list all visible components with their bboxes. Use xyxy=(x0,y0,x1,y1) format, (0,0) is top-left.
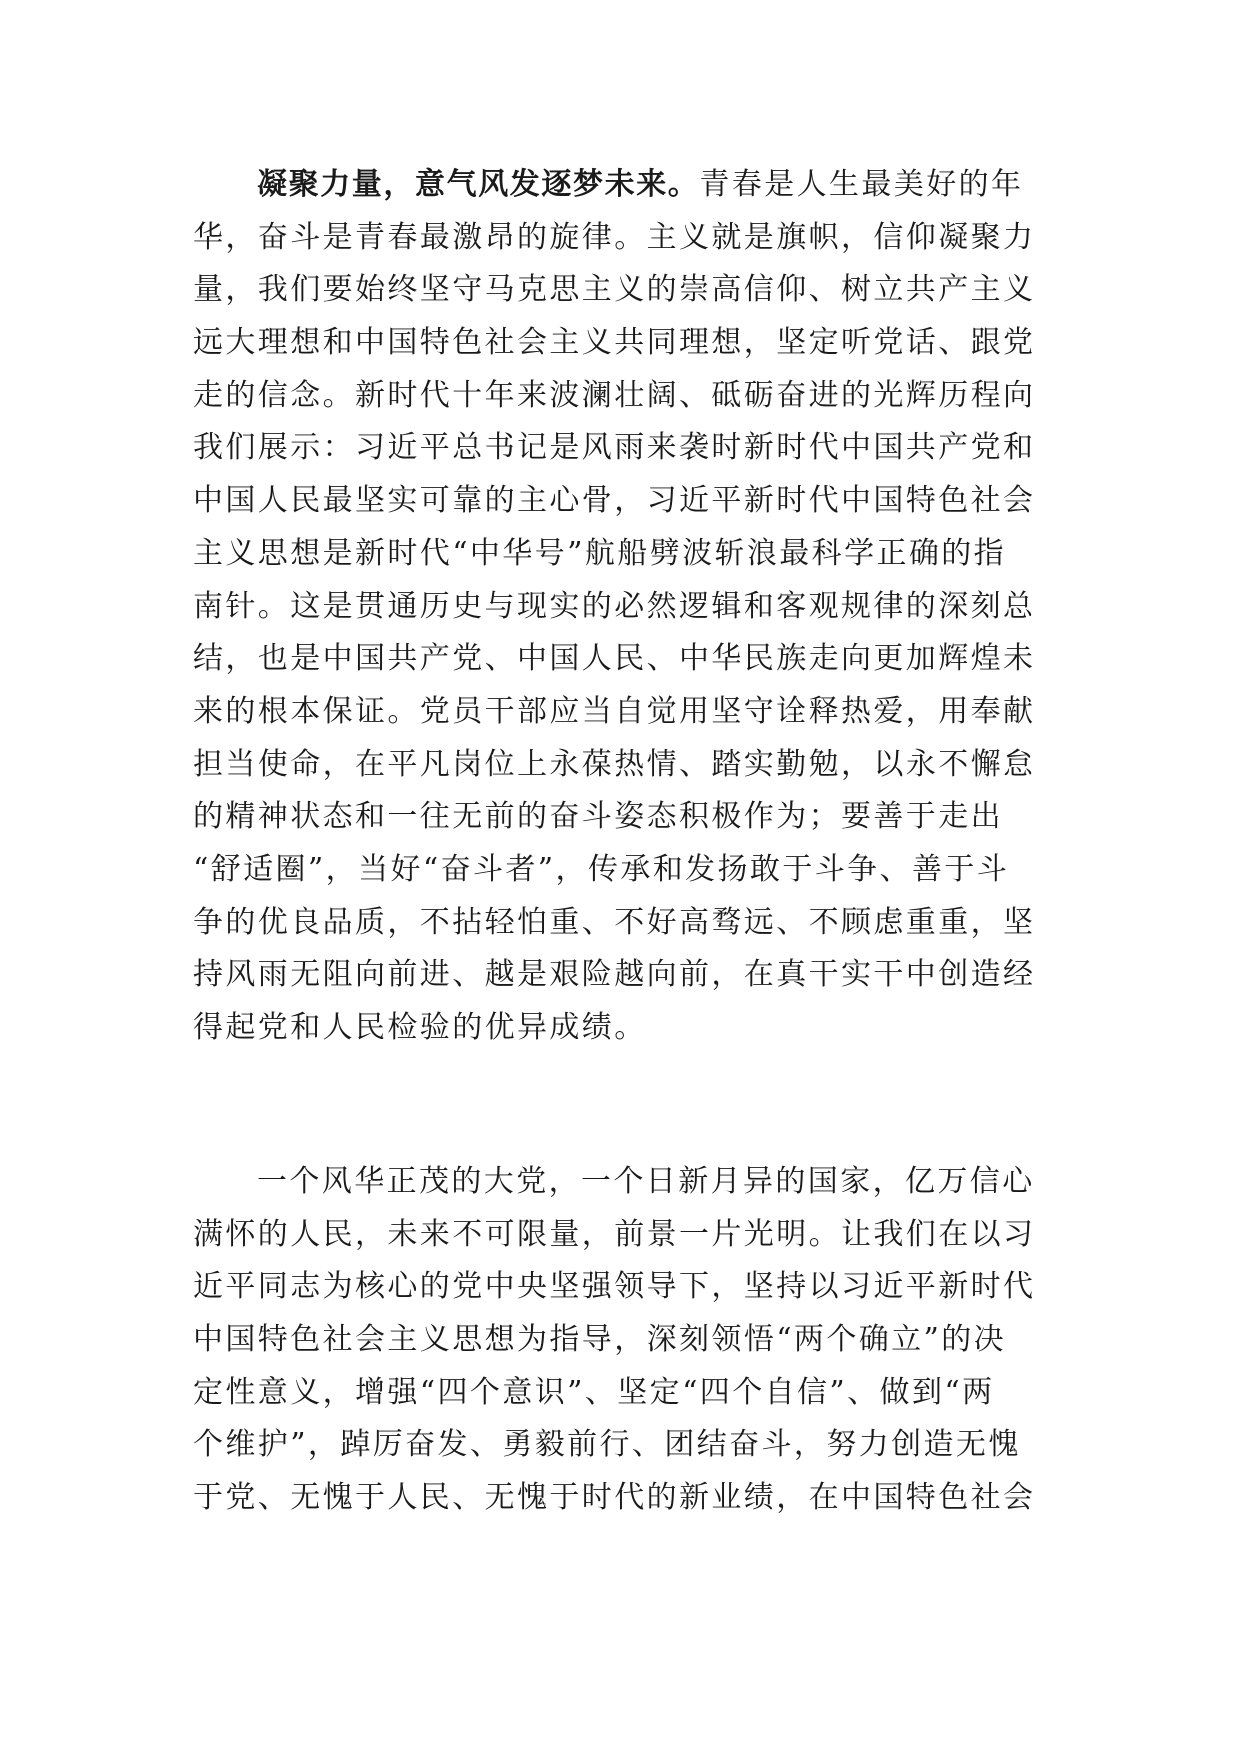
text-line: 满怀的人民，未来不可限量，前景一片光明。让我们在以习 xyxy=(193,1216,1036,1252)
text-line: 持风雨无阻向前进、越是艰险越向前，在真干实干中创造经 xyxy=(193,957,1036,993)
text-line: “舒适圈”，当好“奋斗者”，传承和发扬敢于斗争、善于斗 xyxy=(193,851,1010,887)
text-line: 我们展示：习近平总书记是风雨来袭时新时代中国共产党和 xyxy=(193,430,1036,466)
text-line: 于党、无愧于人民、无愧于时代的新业绩，在中国特色社会 xyxy=(193,1480,1036,1516)
text-line: 华，奋斗是青春最激昂的旋律。主义就是旗帜，信仰凝聚力 xyxy=(193,219,1036,255)
text-line: 个维护”，踔厉奋发、勇毅前行、团结奋斗，努力创造无愧 xyxy=(193,1427,1021,1463)
text-line: 中国特色社会主义思想为指导，深刻领悟“两个确立”的决 xyxy=(193,1322,1007,1358)
text-line: 走的信念。新时代十年来波澜壮阔、砥砺奋进的光辉历程向 xyxy=(193,377,1036,413)
text-line xyxy=(193,159,1045,212)
text-line: 的精神状态和一往无前的奋斗姿态积极作为；要善于走出 xyxy=(193,799,1003,835)
paragraph-lead-heading: 凝聚力量，意气风发逐梦未来。 xyxy=(257,167,700,202)
text-line: 主义思想是新时代“中华号”航船劈波斩浪最科学正确的指 xyxy=(193,535,1007,571)
text-line: 南针。这是贯通历史与现实的必然逻辑和客观规律的深刻总 xyxy=(193,588,1036,624)
paragraph-1 xyxy=(193,159,1045,1055)
text-line: 定性意义，增强“四个意识”、坚定“四个自信”、做到“两 xyxy=(193,1374,995,1410)
text-line: 近平同志为核心的党中央坚强领导下，坚持以习近平新时代 xyxy=(193,1269,1036,1305)
text-line: 来的根本保证。党员干部应当自觉用坚守诠释热爱，用奉献 xyxy=(193,693,1036,729)
text-line: 远大理想和中国特色社会主义共同理想，坚定听党话、跟党 xyxy=(193,325,1036,361)
text-line-content: 青春是人生最美好的年 xyxy=(699,167,1024,202)
text-line: 一个风华正茂的大党，一个日新月异的国家，亿万信心 xyxy=(257,1164,1035,1199)
text-line: 争的优良品质，不拈轻怕重、不好高骛远、不顾虑重重，坚 xyxy=(193,904,1036,940)
text-line: 结，也是中国共产党、中国人民、中华民族走向更加辉煌未 xyxy=(193,641,1036,677)
text-line: 担当使命，在平凡岗位上永葆热情、踏实勤勉，以永不懈怠 xyxy=(193,746,1036,782)
text-line: 量，我们要始终坚守马克思主义的崇高信仰、树立共产主义 xyxy=(193,272,1036,308)
text-line: 得起党和人民检验的优异成绩。 xyxy=(193,1010,647,1045)
paragraph-2 xyxy=(193,1156,1045,1525)
text-line: 中国人民最坚实可靠的主心骨，习近平新时代中国特色社会 xyxy=(193,483,1036,519)
